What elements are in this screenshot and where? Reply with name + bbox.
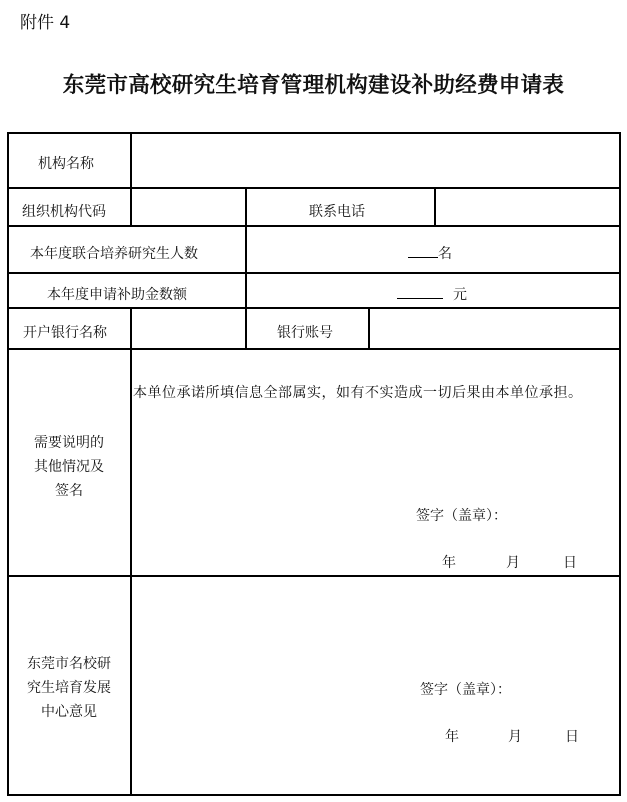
center-signature-label: 签字（盖章）：	[420, 682, 511, 698]
org-code-label: 组织机构代码	[22, 204, 106, 220]
center-label-line: 东莞市名校研	[27, 656, 111, 672]
bank-account-label: 银行账号	[277, 325, 333, 341]
center-date-month: 月	[508, 729, 522, 745]
center-date-day: 日	[565, 729, 579, 745]
row-divider	[7, 348, 621, 350]
row-divider	[7, 272, 621, 274]
org-name-label: 机构名称	[38, 156, 94, 172]
amount-unit: 元	[453, 287, 467, 303]
students-count-label: 本年度联合培养研究生人数	[30, 246, 198, 262]
subsidy-amount-label: 本年度申请补助金数额	[47, 287, 187, 303]
center-date-year: 年	[445, 729, 459, 745]
table-border-right	[619, 132, 621, 796]
notes-label-line: 其他情况及	[34, 459, 104, 475]
students-unit: 名	[438, 246, 452, 262]
org-name-field[interactable]	[132, 135, 619, 187]
row-divider	[7, 187, 621, 189]
signature-label: 签字（盖章）：	[416, 508, 507, 524]
date-month: 月	[506, 555, 520, 571]
students-count-blank[interactable]	[408, 256, 438, 258]
subsidy-amount-field[interactable]	[397, 284, 467, 304]
notes-label	[9, 431, 129, 503]
subsidy-amount-blank[interactable]	[397, 297, 443, 299]
center-opinion-label	[9, 652, 129, 724]
date-day: 日	[563, 555, 577, 571]
column-divider	[130, 307, 132, 796]
row-divider	[7, 307, 621, 309]
column-divider	[245, 187, 247, 348]
row-divider	[7, 225, 621, 227]
commitment-statement: 本单位承诺所填信息全部属实，如有不实造成一切后果由本单位承担。	[133, 385, 583, 401]
bank-account-field[interactable]	[370, 310, 619, 347]
org-code-field[interactable]	[132, 190, 244, 224]
row-divider	[7, 575, 621, 577]
bank-name-field[interactable]	[132, 310, 244, 347]
phone-label: 联系电话	[309, 204, 365, 220]
table-border-bottom	[7, 794, 621, 796]
form-title: 东莞市高校研究生培育管理机构建设补助经费申请表	[62, 73, 565, 98]
notes-label-line: 需要说明的	[34, 435, 104, 451]
center-label-line: 中心意见	[41, 704, 97, 720]
notes-label-line: 签名	[55, 483, 83, 499]
bank-name-label: 开户银行名称	[23, 325, 107, 341]
date-year: 年	[442, 555, 456, 571]
phone-field[interactable]	[436, 190, 619, 224]
table-border-top	[7, 132, 621, 134]
center-label-line: 究生培育发展	[27, 680, 111, 696]
students-count-field[interactable]	[408, 243, 452, 263]
attachment-label: 附件 4	[20, 13, 71, 33]
